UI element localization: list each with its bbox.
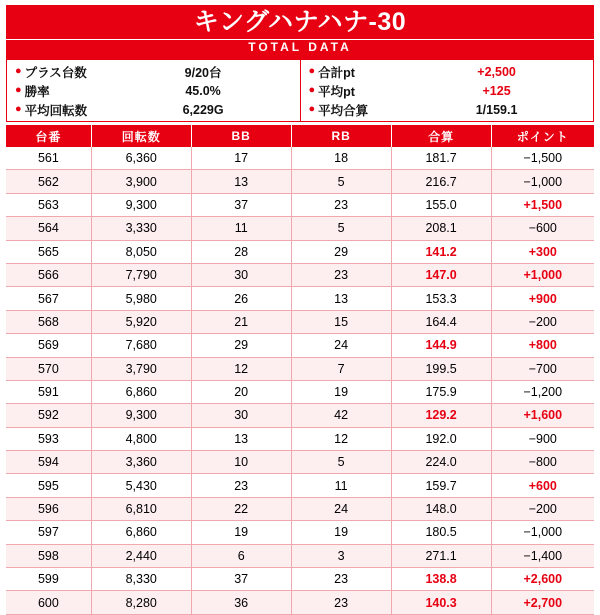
table-cell: 595 xyxy=(6,474,91,497)
table-row xyxy=(6,310,594,333)
table-row xyxy=(6,544,594,567)
column-header-point: ポイント xyxy=(491,125,594,147)
table-cell: −200 xyxy=(491,497,594,520)
table-cell: 596 xyxy=(6,497,91,520)
table-cell: 570 xyxy=(6,357,91,380)
bullet-icon: ● xyxy=(308,84,316,96)
table-row xyxy=(6,217,594,240)
table-cell: 9,300 xyxy=(91,193,191,216)
table-cell: 13 xyxy=(291,287,391,310)
table-cell: 598 xyxy=(6,544,91,567)
table-cell: 594 xyxy=(6,451,91,474)
table-cell: 12 xyxy=(191,357,291,380)
table-cell: 9,300 xyxy=(91,404,191,427)
table-cell: 180.5 xyxy=(391,521,491,544)
table-cell: 5 xyxy=(291,451,391,474)
table-cell: +800 xyxy=(491,334,594,357)
table-cell: −1,000 xyxy=(491,170,594,193)
table-cell: −1,400 xyxy=(491,544,594,567)
table-cell: 164.4 xyxy=(391,310,491,333)
summary-right-column xyxy=(301,60,594,121)
column-header-total: 合算 xyxy=(391,125,491,147)
table-cell: 591 xyxy=(6,380,91,403)
table-cell: 17 xyxy=(191,147,291,170)
table-cell: 567 xyxy=(6,287,91,310)
table-cell: 159.7 xyxy=(391,474,491,497)
summary-value: 1/159.1 xyxy=(475,102,518,117)
table-cell: 10 xyxy=(191,451,291,474)
table-row xyxy=(6,404,594,427)
table-row xyxy=(6,427,594,450)
table-cell: 5 xyxy=(291,217,391,240)
table-cell: 208.1 xyxy=(391,217,491,240)
table-cell: 216.7 xyxy=(391,170,491,193)
table-cell: 5,920 xyxy=(91,310,191,333)
table-cell: 566 xyxy=(6,263,91,286)
table-cell: 23 xyxy=(291,193,391,216)
table-cell: 563 xyxy=(6,193,91,216)
table-cell: 7,790 xyxy=(91,263,191,286)
column-header-bb: BB xyxy=(191,125,291,147)
summary-value: +125 xyxy=(482,83,511,98)
bullet-icon: ● xyxy=(308,103,316,115)
table-row xyxy=(6,240,594,263)
table-cell: 564 xyxy=(6,217,91,240)
table-cell: 28 xyxy=(191,240,291,263)
table-row xyxy=(6,357,594,380)
table-cell: 6,860 xyxy=(91,380,191,403)
table-row xyxy=(6,497,594,520)
table-cell: 6,810 xyxy=(91,497,191,520)
summary-label: 平均回転数 xyxy=(24,103,88,118)
table-cell: 271.1 xyxy=(391,544,491,567)
table-row xyxy=(6,193,594,216)
table-cell: 13 xyxy=(191,170,291,193)
summary-label: 合計pt xyxy=(318,65,355,80)
table-cell: 592 xyxy=(6,404,91,427)
table-row xyxy=(6,451,594,474)
table-row xyxy=(6,474,594,497)
table-cell: 561 xyxy=(6,147,91,170)
table-cell: 562 xyxy=(6,170,91,193)
summary-label: 平均合算 xyxy=(318,103,369,118)
table-cell: 15 xyxy=(291,310,391,333)
summary-row xyxy=(7,62,300,81)
table-cell: 148.0 xyxy=(391,497,491,520)
table-cell: 19 xyxy=(291,521,391,544)
table-cell: 3 xyxy=(291,544,391,567)
table-cell: 5 xyxy=(291,170,391,193)
table-cell: 7 xyxy=(291,357,391,380)
table-cell: −1,500 xyxy=(491,147,594,170)
bullet-icon: ● xyxy=(308,65,316,77)
table-cell: 140.3 xyxy=(391,591,491,614)
table-cell: 23 xyxy=(191,474,291,497)
summary-row xyxy=(7,81,300,100)
table-cell: 8,050 xyxy=(91,240,191,263)
table-cell: 569 xyxy=(6,334,91,357)
summary-row xyxy=(301,62,594,81)
table-cell: 8,330 xyxy=(91,568,191,591)
table-cell: 24 xyxy=(291,334,391,357)
table-cell: −200 xyxy=(491,310,594,333)
table-cell: 11 xyxy=(191,217,291,240)
table-cell: 568 xyxy=(6,310,91,333)
table-row xyxy=(6,334,594,357)
table-cell: 36 xyxy=(191,591,291,614)
table-cell: −1,200 xyxy=(491,380,594,403)
column-header-games: 回転数 xyxy=(91,125,191,147)
table-cell: +900 xyxy=(491,287,594,310)
table-cell: −800 xyxy=(491,451,594,474)
bullet-icon: ● xyxy=(15,84,22,96)
table-cell: 3,790 xyxy=(91,357,191,380)
table-cell: 147.0 xyxy=(391,263,491,286)
table-cell: 224.0 xyxy=(391,451,491,474)
table-cell: 24 xyxy=(291,497,391,520)
summary-label: 平均pt xyxy=(318,84,355,99)
table-cell: 593 xyxy=(6,427,91,450)
table-cell: +1,500 xyxy=(491,193,594,216)
bullet-icon: ● xyxy=(15,103,22,115)
table-cell: 597 xyxy=(6,521,91,544)
table-cell: −600 xyxy=(491,217,594,240)
summary-value: +2,500 xyxy=(477,64,516,79)
summary-left-column xyxy=(7,60,301,121)
table-cell: 23 xyxy=(291,263,391,286)
table-cell: 29 xyxy=(191,334,291,357)
table-cell: 20 xyxy=(191,380,291,403)
table-cell: 2,440 xyxy=(91,544,191,567)
table-cell: 3,360 xyxy=(91,451,191,474)
table-cell: 181.7 xyxy=(391,147,491,170)
summary-panel xyxy=(6,60,594,122)
column-header-rb: RB xyxy=(291,125,391,147)
table-cell: 30 xyxy=(191,263,291,286)
summary-row xyxy=(301,100,594,119)
table-cell: 42 xyxy=(291,404,391,427)
table-cell: +2,700 xyxy=(491,591,594,614)
table-cell: 5,430 xyxy=(91,474,191,497)
table-row xyxy=(6,147,594,170)
table-cell: 21 xyxy=(191,310,291,333)
table-cell: +2,600 xyxy=(491,568,594,591)
table-cell: 26 xyxy=(191,287,291,310)
table-cell: 599 xyxy=(6,568,91,591)
table-cell: 30 xyxy=(191,404,291,427)
table-row xyxy=(6,380,594,403)
summary-label: プラス台数 xyxy=(24,65,87,80)
page-title: キングハナハナ-30 xyxy=(6,5,594,39)
table-cell: 141.2 xyxy=(391,240,491,263)
table-row xyxy=(6,568,594,591)
table-cell: 29 xyxy=(291,240,391,263)
table-cell: +1,600 xyxy=(491,404,594,427)
table-cell: 8,280 xyxy=(91,591,191,614)
table-cell: 12 xyxy=(291,427,391,450)
table-cell: 19 xyxy=(291,380,391,403)
table-cell: 4,800 xyxy=(91,427,191,450)
table-cell: 11 xyxy=(291,474,391,497)
machine-data-table xyxy=(6,125,594,615)
table-cell: 6,360 xyxy=(91,147,191,170)
table-row xyxy=(6,287,594,310)
table-row xyxy=(6,591,594,614)
column-header-machine-no: 台番 xyxy=(6,125,91,147)
table-row xyxy=(6,263,594,286)
summary-row xyxy=(7,100,300,119)
table-cell: 199.5 xyxy=(391,357,491,380)
table-cell: 129.2 xyxy=(391,404,491,427)
table-cell: +300 xyxy=(491,240,594,263)
table-cell: 23 xyxy=(291,591,391,614)
table-row xyxy=(6,170,594,193)
table-cell: 3,330 xyxy=(91,217,191,240)
table-cell: 22 xyxy=(191,497,291,520)
table-row xyxy=(6,521,594,544)
page-subtitle: TOTAL DATA xyxy=(6,39,594,60)
table-cell: 5,980 xyxy=(91,287,191,310)
table-cell: 600 xyxy=(6,591,91,614)
table-header-row xyxy=(6,125,594,147)
summary-value: 6,229G xyxy=(182,102,224,117)
table-cell: 144.9 xyxy=(391,334,491,357)
summary-value: 45.0% xyxy=(185,83,221,98)
table-cell: 3,900 xyxy=(91,170,191,193)
table-cell: +1,000 xyxy=(491,263,594,286)
table-cell: 6,860 xyxy=(91,521,191,544)
table-cell: 13 xyxy=(191,427,291,450)
table-cell: 7,680 xyxy=(91,334,191,357)
table-cell: 155.0 xyxy=(391,193,491,216)
table-cell: 37 xyxy=(191,193,291,216)
table-cell: 565 xyxy=(6,240,91,263)
table-cell: −1,000 xyxy=(491,521,594,544)
table-cell: 6 xyxy=(191,544,291,567)
table-cell: 18 xyxy=(291,147,391,170)
table-cell: −900 xyxy=(491,427,594,450)
table-cell: −700 xyxy=(491,357,594,380)
table-cell: +600 xyxy=(491,474,594,497)
summary-value: 9/20台 xyxy=(184,65,222,80)
table-cell: 192.0 xyxy=(391,427,491,450)
summary-row xyxy=(301,81,594,100)
bullet-icon: ● xyxy=(15,65,22,77)
table-cell: 138.8 xyxy=(391,568,491,591)
table-cell: 153.3 xyxy=(391,287,491,310)
summary-label: 勝率 xyxy=(24,84,50,99)
table-cell: 19 xyxy=(191,521,291,544)
table-cell: 23 xyxy=(291,568,391,591)
table-cell: 175.9 xyxy=(391,380,491,403)
table-cell: 37 xyxy=(191,568,291,591)
